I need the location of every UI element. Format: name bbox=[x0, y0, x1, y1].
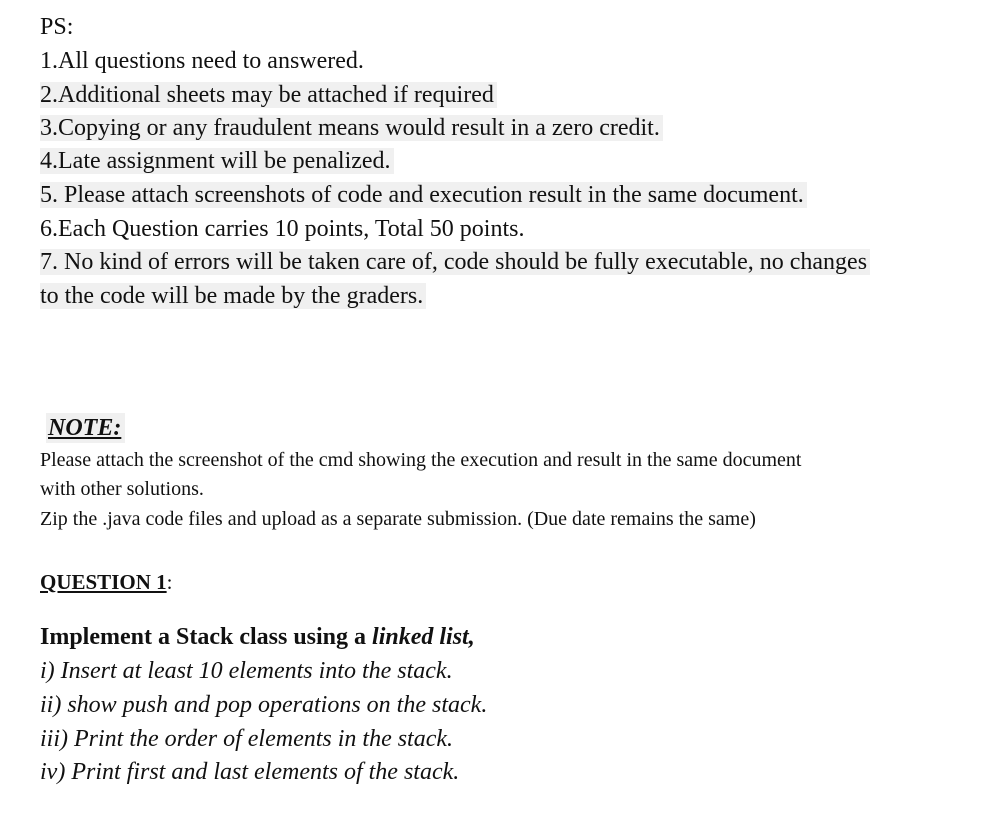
ps-heading: PS: bbox=[40, 14, 74, 40]
task-item-1: i) Insert at least 10 elements into the stack. bbox=[40, 658, 453, 684]
rule-2 bbox=[40, 80, 497, 110]
note-line-2: with other solutions. bbox=[40, 478, 204, 500]
task-item-4: iv) Print first and last elements of the stack. bbox=[40, 759, 460, 785]
note-line-1: Please attach the screenshot of the cmd showing the execution and result in the same document bbox=[40, 449, 802, 471]
question-1-task bbox=[40, 622, 475, 652]
rule-5-text: 5. Please attach screenshots of code and execution result in the same document. bbox=[40, 182, 807, 208]
rule-7 bbox=[40, 247, 870, 277]
rule-3 bbox=[40, 113, 663, 143]
rule-3-text: 3.Copying or any fraudulent means would result in a zero credit. bbox=[40, 115, 663, 141]
rule-4-text: 4.Late assignment will be penalized. bbox=[40, 148, 394, 174]
note-heading: NOTE: bbox=[46, 413, 125, 443]
task-item-3: iii) Print the order of elements in the stack. bbox=[40, 726, 454, 752]
rule-1 bbox=[40, 46, 364, 76]
rule-1-text: 1.All questions need to answered. bbox=[40, 48, 364, 74]
rule-7-continued bbox=[40, 281, 426, 311]
rule-7-text: 7. No kind of errors will be taken care of, code should be fully executable, no changes bbox=[40, 249, 870, 275]
rule-7-continued-text: to the code will be made by the graders. bbox=[40, 283, 426, 309]
task-heading-emphasis: linked list, bbox=[372, 624, 475, 650]
question-1-label: QUESTION 1 bbox=[40, 570, 167, 594]
question-1-colon: : bbox=[166, 570, 173, 594]
question-1-heading bbox=[40, 568, 172, 596]
rule-5 bbox=[40, 180, 807, 210]
rule-6-text: 6.Each Question carries 10 points, Total 50 points. bbox=[40, 216, 525, 242]
task-heading-text: Implement a Stack class using a bbox=[40, 624, 373, 650]
note-line-3: Zip the .java code files and upload as a separate submission. (Due date remains the same) bbox=[40, 508, 756, 530]
rule-6 bbox=[40, 214, 524, 244]
rule-4 bbox=[40, 146, 394, 176]
task-item-2: ii) show push and pop operations on the stack. bbox=[40, 692, 488, 718]
rule-2-text: 2.Additional sheets may be attached if required bbox=[40, 82, 497, 108]
